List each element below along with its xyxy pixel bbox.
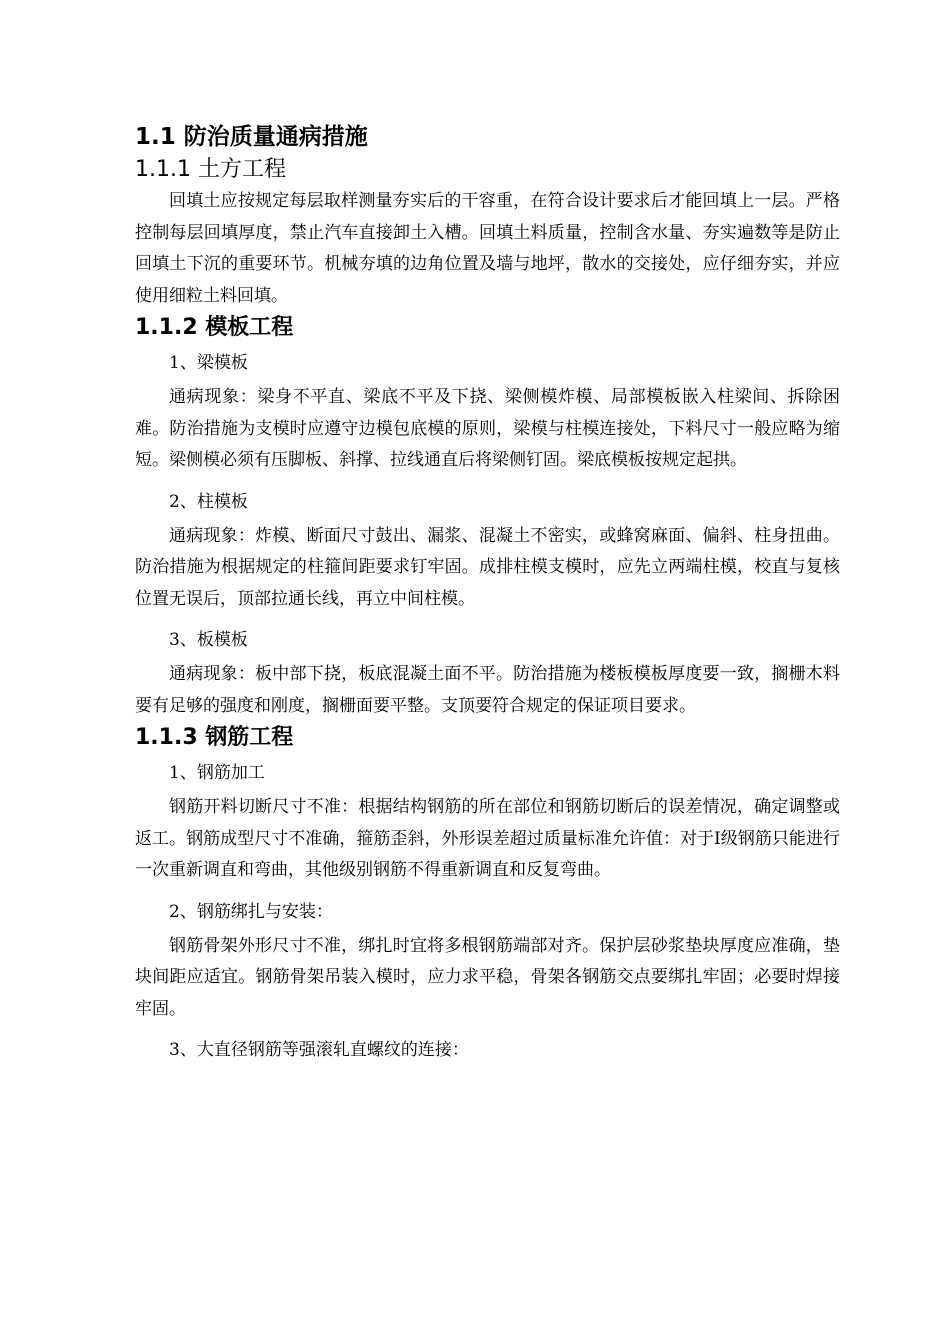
document-body — [135, 120, 840, 1069]
rebar-processing-paragraph: 钢筋开料切断尺寸不准：根据结构钢筋的所在部位和钢筋切断后的误差情况，确定调整或返工。钢筋成型尺寸不准确，箍筋歪斜，外形误差超过质量标准允许值：对于Ⅰ级钢筋只能进行一次重新调直和弯曲，其他级别钢筋不得重新调直和反复弯曲。 — [135, 797, 840, 880]
rebar-processing-heading: 1、钢筋加工 — [169, 763, 265, 783]
rebar-binding-heading: 2、钢筋绑扎与安装： — [169, 901, 333, 922]
formwork-heading: 1.1.2 模板工程 — [135, 315, 294, 340]
column-formwork-paragraph: 通病现象：炸模、断面尺寸鼓出、漏浆、混凝土不密实，或蜂窝麻面、偏斜、柱身扭曲。防治措施为根据规定的柱箍间距要求钉牢固。成排柱模支模时，应先立两端柱模，校直与复核位置无误后，顶部拉通长线，再立中间柱模。 — [135, 525, 840, 609]
column-formwork-heading: 2、柱模板 — [169, 491, 248, 512]
rebar-threaded-connection-heading: 3、大直径钢筋等强滚轧直螺纹的连接： — [169, 1040, 469, 1060]
beam-formwork-heading: 1、梁模板 — [169, 353, 248, 373]
beam-formwork-paragraph: 通病现象：梁身不平直、梁底不平及下挠、梁侧模炸模、局部模板嵌入柱梁间、拆除困难。防治措施为支模时应遵守边模包底模的原则，梁模与柱模连接处，下料尺寸一般应略为缩短。梁侧模必须有压脚板、斜撑、拉线通直后将梁侧钉固。梁底模板按规定起拱。 — [135, 387, 840, 470]
rebar-heading: 1.1.3 钢筋工程 — [135, 725, 294, 750]
slab-formwork-paragraph: 通病现象：板中部下挠，板底混凝土面不平。防治措施为楼板模板厚度要一致，搁栅木料要有足够的强度和刚度，搁栅面要平整。支顶要符合规定的保证项目要求。 — [135, 664, 840, 716]
rebar-binding-paragraph: 钢筋骨架外形尺寸不准，绑扎时宜将多根钢筋端部对齐。保护层砂浆垫块厚度应准确，垫块间距应适宜。钢筋骨架吊装入模时，应力求平稳，骨架各钢筋交点要绑扎牢固；必要时焊接牢固。 — [135, 935, 840, 1019]
section-title: 1.1 防治质量通病措施 — [135, 124, 368, 150]
slab-formwork-heading: 3、板模板 — [169, 630, 248, 650]
earthwork-paragraph: 回填土应按规定每层取样测量夯实后的干容重，在符合设计要求后才能回填上一层。严格控制每层回填厚度，禁止汽车直接卸土入槽。回填土料质量，控制含水量、夯实遍数等是防止回填土下沉的重要环节。机械夯填的边角位置及墙与地坪，散水的交接处，应仔细夯实，并应使用细粒土料回填。 — [135, 191, 840, 306]
earthwork-heading: 1.1.1 土方工程 — [135, 157, 286, 182]
